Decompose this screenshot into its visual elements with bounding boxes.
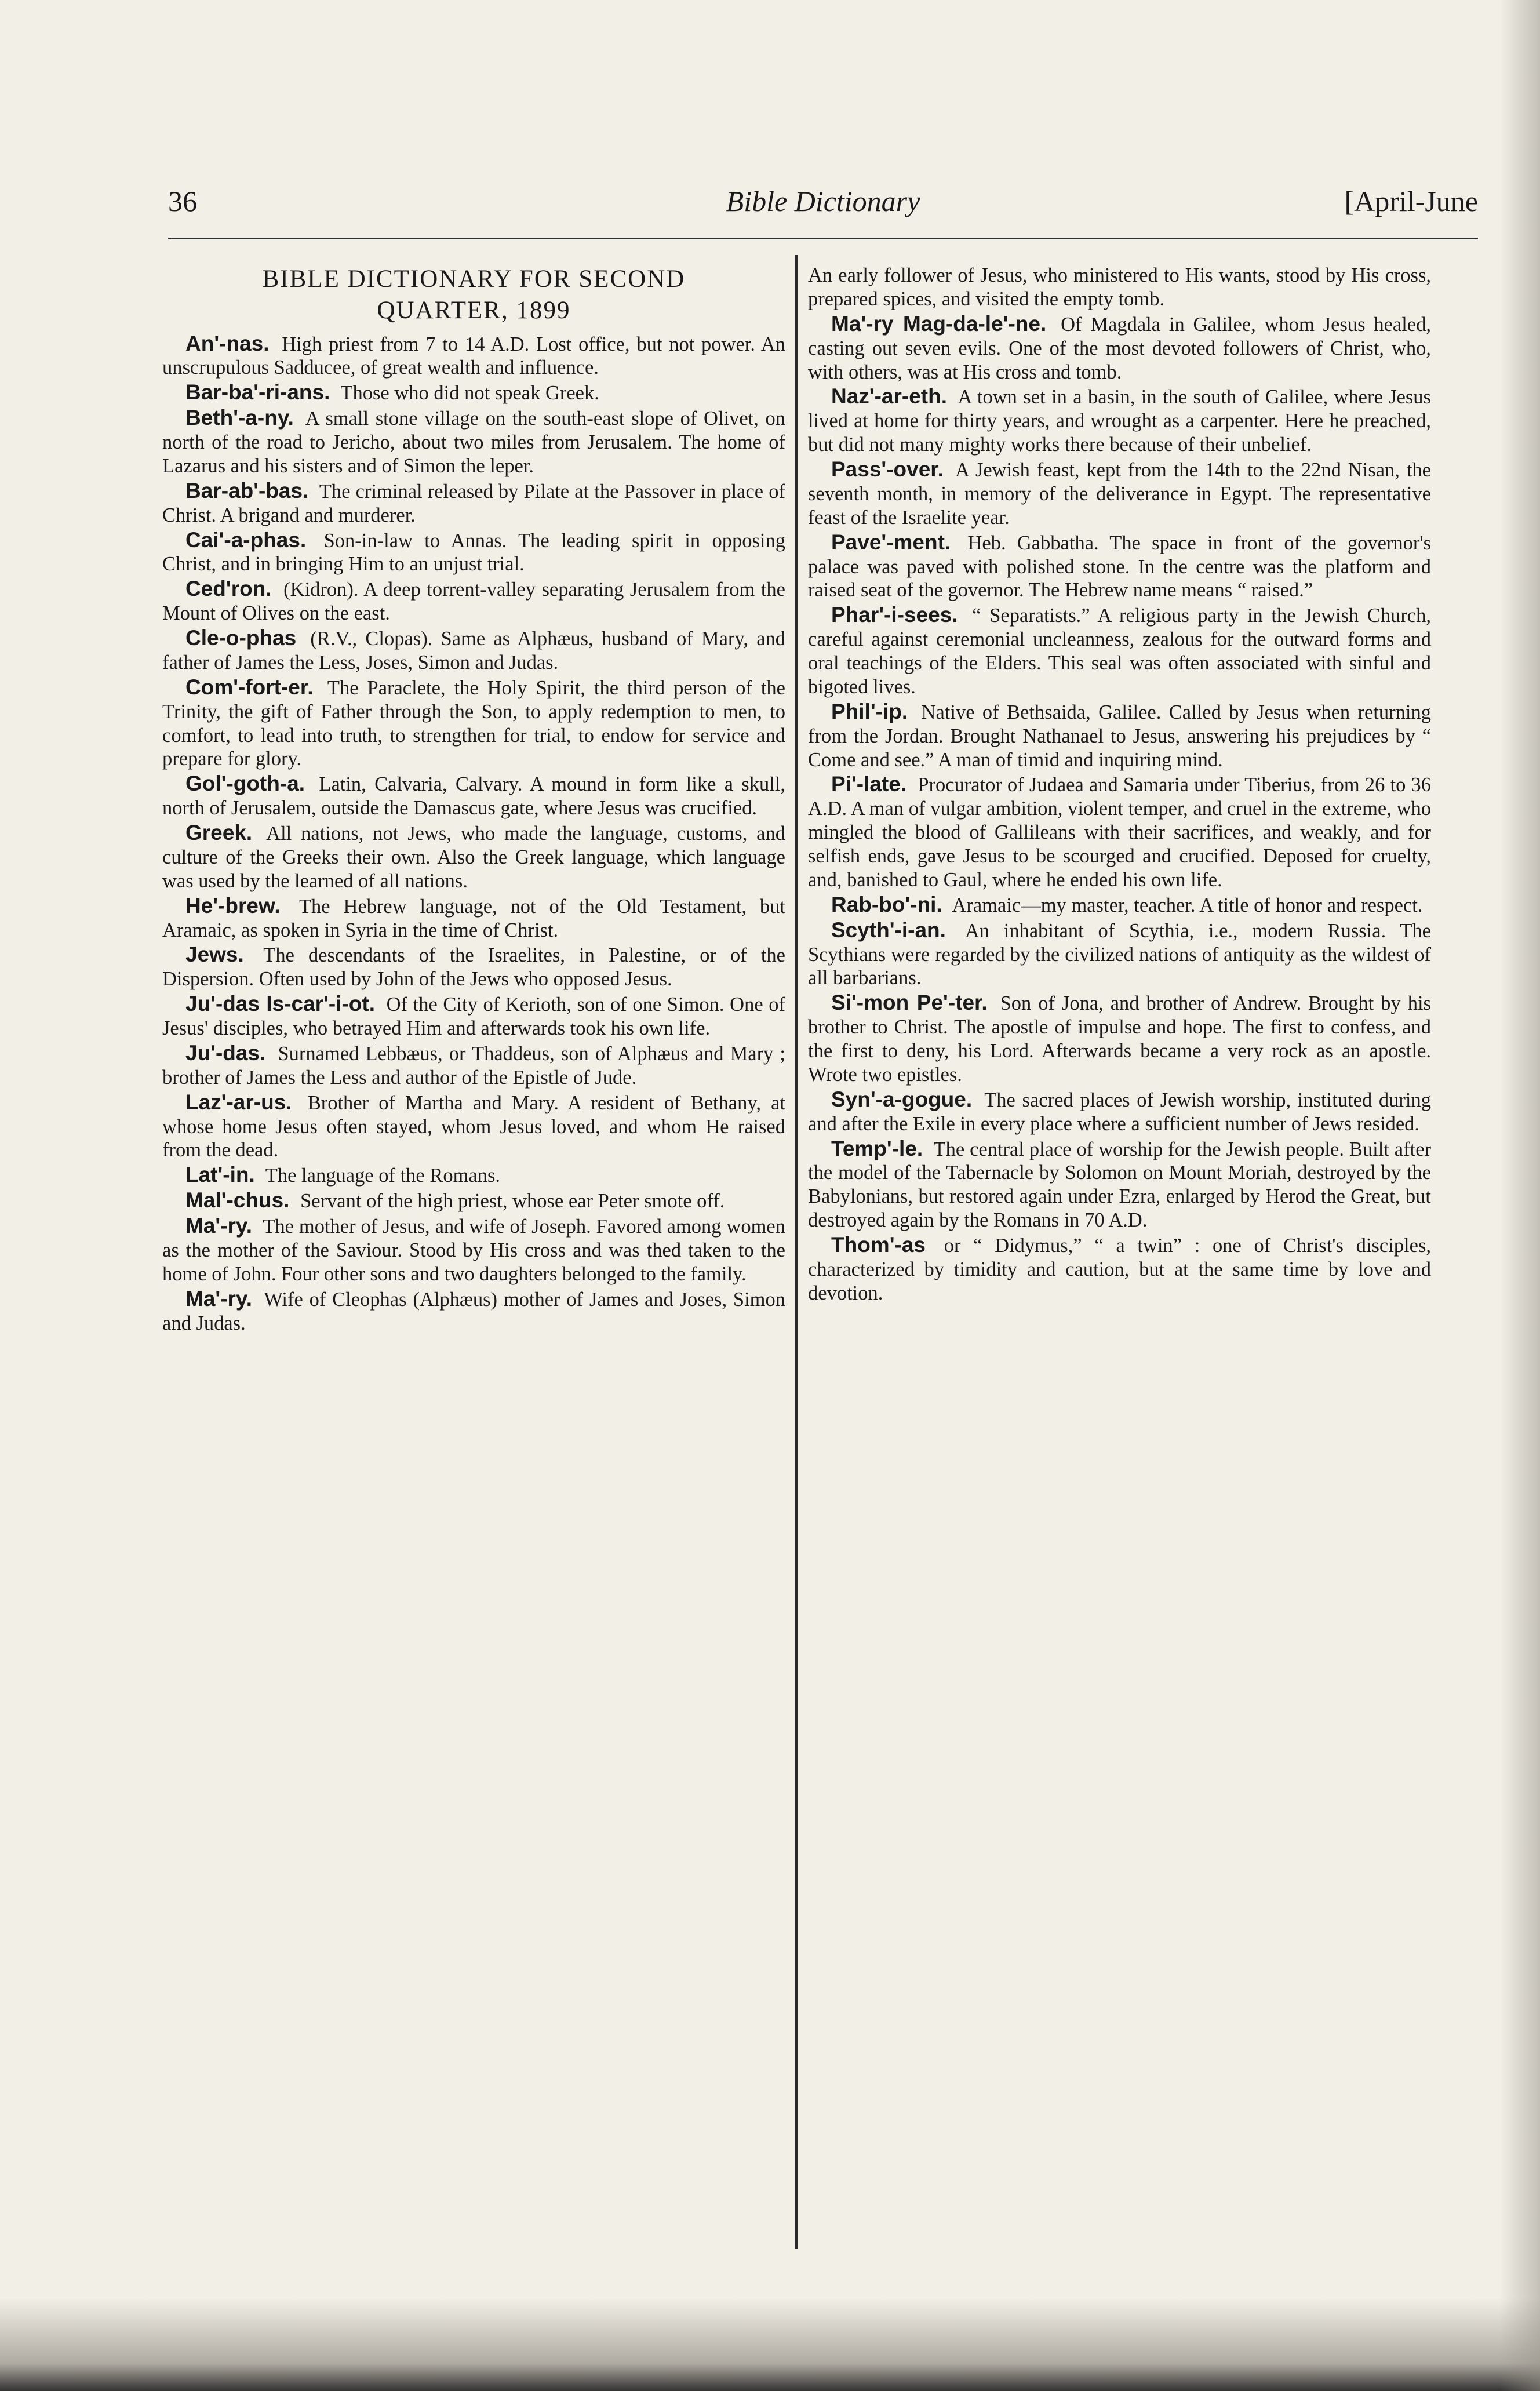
scan-right-edge	[1499, 0, 1540, 2391]
entry-term: Bar-ab'-bas.	[185, 478, 309, 503]
entry-definition: Surnamed Lebbæus, or Thaddeus, son of Alphæus and Mary ; brother of James the Less and author of the Epistle of Jude.	[162, 1042, 786, 1089]
entry-definition: Heb. Gabbatha. The space in front of the governor's palace was paved with polished stone. In the centre was the platform and raised seat of the governor. The Hebrew name means “ raised.”	[808, 532, 1432, 602]
entry-term: Ma'-ry.	[185, 1286, 253, 1311]
entry-term: Scyth'-i-an.	[831, 918, 946, 942]
entry-term: Phil'-ip.	[831, 699, 908, 723]
entry-term: Jews.	[185, 942, 244, 967]
entry-term: An'-nas.	[185, 331, 270, 355]
entry-definition: The language of the Romans.	[265, 1164, 501, 1187]
entry-term: Laz'-ar-us.	[185, 1090, 292, 1114]
dictionary-entry	[162, 576, 785, 625]
column-divider	[795, 255, 798, 2249]
entry-definition: The sacred places of Jewish worship, instituted during and after the Exile in every place where a sufficient number of Jews resided.	[808, 1089, 1431, 1135]
entry-definition: A Jewish feast, kept from the 14th to the 22nd Nisan, the seventh month, in memory of the deliverance in Egypt. The representative feast of the Israelite year.	[808, 459, 1431, 529]
dictionary-entry	[808, 990, 1431, 1087]
right-column	[808, 264, 1431, 1305]
entry-term: Bar-ba'-ri-ans.	[185, 380, 330, 405]
entry-term: Naz'-ar-eth.	[831, 384, 947, 409]
entry-definition: Native of Bethsaida, Galilee. Called by Jesus when returning from the Jordan. Brought Nathanael to Jesus, answering his prejudices by “ Come and see.” A man of timid and inquiring mind.	[808, 701, 1432, 771]
entry-term: Ju'-das.	[185, 1040, 266, 1065]
left-entries	[162, 331, 785, 1335]
dictionary-entry	[162, 893, 785, 942]
entry-term: Pass'-over.	[831, 457, 944, 481]
dictionary-entry	[162, 1286, 785, 1335]
dictionary-entry	[808, 1232, 1431, 1305]
dictionary-entry	[162, 1090, 785, 1163]
dictionary-entry	[808, 457, 1431, 530]
dictionary-entry	[162, 675, 785, 771]
left-column	[162, 264, 785, 1335]
entry-definition: The mother of Jesus, and wife of Joseph. Favored among women as the mother of the Saviour. Stood by His cross and was thed taken to the home of John. Four other sons and two daughters belonged to the family.	[162, 1215, 785, 1285]
dictionary-entry	[162, 625, 785, 675]
header-rule	[168, 238, 1478, 239]
entry-definition: Aramaic—my master, teacher. A title of honor and respect.	[952, 894, 1423, 916]
running-title: Bible Dictionary	[726, 185, 920, 217]
entry-term: Rab-bo'-ni.	[831, 892, 942, 916]
entry-term: Cle-o-phas	[185, 626, 297, 650]
dictionary-entry	[808, 892, 1431, 918]
dictionary-entry	[162, 1188, 785, 1213]
entry-term: Temp'-le.	[831, 1136, 923, 1160]
entry-definition: Servant of the high priest, whose ear Peter smote off.	[300, 1190, 725, 1213]
dictionary-entry	[162, 331, 785, 380]
dictionary-entry	[162, 991, 785, 1040]
entry-definition: Those who did not speak Greek.	[340, 382, 599, 405]
continued-entry-text: An early follower of Jesus, who ministered to His wants, stood by His cross, prepared spices, and visited the empty tomb.	[808, 264, 1431, 310]
section-title-line-2: QUARTER, 1899	[377, 296, 571, 324]
right-entries	[808, 311, 1431, 1305]
entry-definition: High priest from 7 to 14 A.D. Lost office, but not power. An unscrupulous Sadducee, of great wealth and influence.	[162, 333, 785, 379]
entry-definition: or “ Didymus,” “ a twin” : one of Christ's disciples, characterized by timidity and caution, but at the same time by love and devotion.	[808, 1235, 1432, 1304]
dictionary-entry	[162, 942, 785, 991]
entry-term: Phar'-i-sees.	[831, 603, 958, 627]
entry-definition: All nations, not Jews, who made the language, customs, and culture of the Greeks their own. Also the Greek language, which language was used by the learned of all nations.	[162, 823, 785, 892]
dictionary-entry	[162, 405, 785, 478]
dictionary-entry	[162, 771, 785, 820]
entry-term: Beth'-a-ny.	[185, 406, 294, 430]
entry-definition: The descendants of the Israelites, in Palestine, or of the Dispersion. Often used by John of the Jews who opposed Jesus.	[162, 944, 785, 991]
entry-definition: (R.V., Clopas). Same as Alphæus, husband of Mary, and father of James the Less, Joses, Simon and Judas.	[162, 628, 786, 674]
dictionary-entry	[162, 380, 785, 405]
entry-term: Pave'-ment.	[831, 530, 951, 554]
dictionary-entry	[808, 602, 1431, 699]
entry-term: Ma'-ry Mag-da-le'-ne.	[831, 311, 1047, 336]
dictionary-entry	[808, 384, 1431, 457]
dictionary-entry	[162, 820, 785, 893]
entry-term: Ma'-ry.	[185, 1214, 253, 1238]
dictionary-entry	[162, 478, 785, 527]
entry-definition: Procurator of Judaea and Samaria under Tiberius, from 26 to 36 A.D. A man of vulgar ambition, violent temper, and cruel in the extreme, who mingled the blood of Gallileans with their sacrifices, and weakly, and for selfish ends, gave Jesus to be scourged and crucified. Deposed for cruelty, and, banished to Gaul, where he ended his own life.	[808, 774, 1432, 891]
entry-definition: An inhabitant of Scythia, i.e., modern Russia. The Scythians were regarded by the civilized nations of antiquity as the wildest of all barbarians.	[808, 919, 1431, 989]
entry-term: Com'-fort-er.	[185, 675, 314, 699]
entry-term: Si'-mon Pe'-ter.	[831, 991, 988, 1015]
dictionary-entry	[162, 1040, 785, 1090]
dictionary-entry	[808, 1136, 1431, 1233]
dictionary-entry	[808, 918, 1431, 991]
running-head	[168, 184, 1478, 231]
entry-term: Greek.	[185, 821, 253, 845]
entry-definition: Of the City of Kerioth, son of one Simon. One of Jesus' disciples, who betrayed Him and afterwards took his own life.	[162, 993, 785, 1039]
entry-definition: Brother of Martha and Mary. A resident of Bethany, at whose home Jesus often stayed, whom Jesus loved, and whom He raised from the dead.	[162, 1091, 785, 1162]
dictionary-entry	[808, 1087, 1431, 1136]
entry-definition: The Hebrew language, not of the Old Testament, but Aramaic, as spoken in Syria in the time of Christ.	[162, 895, 785, 941]
entry-definition: Son of Jona, and brother of Andrew. Brought by his brother to Christ. The apostle of impulse and hope. The first to confess, and the first to deny, his Lord. Afterwards became a very rock as an apostle. Wrote two epistles.	[808, 992, 1431, 1086]
dictionary-entry	[162, 1162, 785, 1188]
entry-definition: The central place of worship for the Jewish people. Built after the model of the Tabernacle by Solomon on Mount Moriah, destroyed by the Babylonians, but restored again under Ezra, enlarged by Herod the Great, but destroyed again by the Romans in 70 A.D.	[808, 1138, 1431, 1232]
entry-term: Gol'-goth-a.	[185, 771, 305, 796]
issue-period: [April-June	[1344, 185, 1478, 217]
entry-definition: A town set in a basin, in the south of Galilee, where Jesus lived at home for thirty years, and wrought as a carpenter. Here he preached, but did not many mighty works there because of their unbelief.	[808, 386, 1431, 456]
entry-term: Ced'ron.	[185, 577, 272, 601]
dictionary-entry	[808, 311, 1431, 384]
entry-definition: Wife of Cleophas (Alphæus) mother of James and Joses, Simon and Judas.	[162, 1288, 785, 1334]
entry-definition: “ Separatists.” A religious party in the Jewish Church, careful against ceremonial uncleanness, zealous for the outward forms and oral teachings of the Elders. This seal was often associated with sinful and bigoted lives.	[808, 605, 1431, 698]
dictionary-entry	[162, 1213, 785, 1286]
entry-definition: (Kidron). A deep torrent-valley separating Jerusalem from the Mount of Olives on the east.	[162, 578, 785, 625]
entry-term: Thom'-as	[831, 1233, 926, 1257]
entry-definition: The criminal released by Pilate at the Passover in place of Christ. A brigand and murderer.	[162, 480, 785, 526]
entry-term: Syn'-a-gogue.	[831, 1087, 973, 1111]
scan-bottom-edge	[0, 2298, 1540, 2391]
entry-term: Mal'-chus.	[185, 1188, 290, 1213]
dictionary-entry	[808, 530, 1431, 603]
entry-term: Lat'-in.	[185, 1163, 255, 1187]
section-title	[162, 264, 785, 326]
entry-definition: A small stone village on the south-east slope of Olivet, on north of the road to Jericho, about two miles from Jerusalem. The home of Lazarus and his sisters and of Simon the leper.	[162, 407, 785, 477]
dictionary-entry	[808, 699, 1431, 772]
dictionary-entry	[162, 527, 785, 577]
page-number: 36	[168, 185, 197, 217]
dictionary-entry	[808, 771, 1431, 891]
entry-term: Pi'-late.	[831, 772, 907, 796]
entry-term: He'-brew.	[185, 893, 281, 918]
section-title-line-1: BIBLE DICTIONARY FOR SECOND	[262, 265, 686, 293]
entry-definition: Latin, Calvaria, Calvary. A mound in form like a skull, north of Jerusalem, outside the Damascus gate, where Jesus was crucified.	[162, 773, 785, 820]
entry-term: Cai'-a-phas.	[185, 527, 307, 552]
entry-term: Ju'-das Is-car'-i-ot.	[185, 992, 375, 1016]
entry-definition: Of Magdala in Galilee, whom Jesus healed, casting out seven evils. One of the most devoted followers of Christ, who, with others, was at His cross and tomb.	[808, 313, 1431, 383]
entry-definition: The Paraclete, the Holy Spirit, the third person of the Trinity, the gift of Father through the Son, to apply redemption to men, to comfort, to lead into truth, to strengthen for trial, to endow for service and prepare for glory.	[162, 676, 785, 770]
entry-definition: Son-in-law to Annas. The leading spirit in opposing Christ, and in bringing Him to an unjust trial.	[162, 529, 786, 576]
